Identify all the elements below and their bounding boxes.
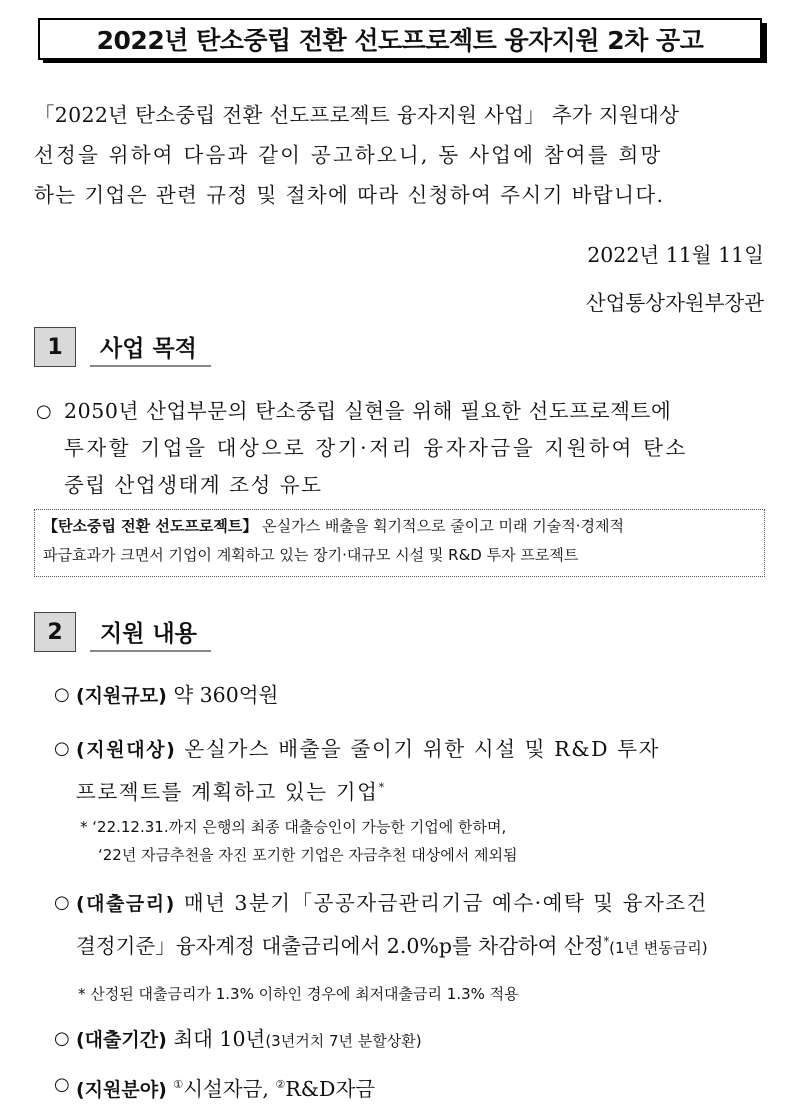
item-label: (지원규모) [76, 685, 167, 707]
item-paren: (3년거치 7년 분할상환) [265, 1032, 422, 1050]
definition-box [34, 509, 765, 577]
footnote-mark: * [603, 935, 610, 948]
item-text: 결정기준」융자계정 대출금리에서 2.0%p를 차감하여 산정 [76, 933, 604, 958]
section-title: 사업 목적 [90, 327, 211, 367]
bullet-circle: ○ [36, 401, 52, 422]
bullet-circle: ○ [54, 738, 70, 759]
item-label: (지원분야) [76, 1078, 167, 1101]
title-box [38, 18, 762, 60]
support-scale-item [54, 676, 766, 715]
intro-line: 선정을 위하여 다음과 같이 공고하오니, 동 사업에 참여를 희망 [34, 143, 663, 167]
section-number: 2 [34, 612, 76, 652]
definition-line: 파급효과가 크면서 기업이 계획하고 있는 장기·대규모 시설 및 R&D 투자 프로젝트 [43, 546, 579, 564]
support-field-item [54, 1066, 766, 1109]
item-text-block [54, 884, 766, 967]
footnote-mark: * [378, 781, 386, 794]
purpose-line: 투자할 기업을 대상으로 장기·저리 융자자금을 지원하여 탄소 [64, 436, 688, 460]
footnote-line: ‘22년 자금추천을 자진 포기한 기업은 자금추천 대상에서 제외됨 [98, 846, 518, 864]
section-1-header [34, 327, 211, 367]
bullet-circle: ○ [54, 892, 70, 913]
target-footnote [80, 813, 517, 869]
loan-rate-item [54, 884, 766, 967]
intro-line: 「2022년 탄소중립 전환 선도프로젝트 융자지원 사업」 추가 지원대상 [34, 103, 680, 127]
section-title: 지원 내용 [90, 612, 211, 652]
bullet-circle: ○ [54, 1028, 70, 1049]
item-label: (대출기간) [76, 1029, 167, 1051]
loan-period-item [54, 1020, 766, 1060]
item-text: 온실가스 배출을 줄이기 위한 시설 및 R&D 투자 [176, 737, 661, 761]
definition-line [43, 512, 756, 541]
support-target-item [54, 730, 766, 811]
item-paren: (1년 변동금리) [609, 938, 708, 957]
purpose-text [64, 393, 766, 504]
item-label: (대출금리) [76, 893, 176, 915]
item-text-block [54, 730, 766, 811]
item-text: 최대 10년 [166, 1027, 266, 1051]
purpose-line: 중립 산업생태계 조성 유도 [64, 473, 323, 497]
circled-number: ② [275, 1078, 286, 1091]
bullet-circle: ○ [54, 684, 70, 705]
rate-footnote: * 산정된 대출금리가 1.3% 이하인 경우에 최저대출금리 1.3% 적용 [78, 985, 519, 1003]
intro-line: 하는 기업은 관련 규정 및 절차에 따라 신청하여 주시기 바랍니다. [34, 183, 665, 207]
issuer: 산업통상자원부장관 [585, 291, 764, 315]
title-frame [38, 18, 766, 62]
intro-paragraph [34, 95, 769, 215]
page-title: 2022년 탄소중립 전환 선도프로젝트 융자지원 2차 공고 [96, 26, 704, 55]
item-label: (지원대상) [76, 739, 177, 761]
item-text: 프로젝트를 계획하고 있는 기업 [76, 779, 379, 804]
item-text: 매년 3분기「공공자금관리기금 예수·예탁 및 융자조건 [175, 891, 708, 915]
section-number: 1 [34, 327, 76, 367]
item-text: 시설자금, [183, 1076, 276, 1101]
bullet-circle: ○ [54, 1074, 70, 1095]
footnote-line: * ‘22.12.31.까지 은행의 최종 대출승인이 가능한 기업에 한하며, [80, 818, 507, 836]
circled-number: ① [173, 1078, 184, 1091]
definition-text: 온실가스 배출을 획기적으로 줄이고 미래 기술적·경제적 [257, 517, 624, 535]
purpose-bullet [36, 393, 766, 504]
purpose-line: 2050년 산업부문의 탄소중립 실현을 위해 필요한 선도프로젝트에 [64, 399, 672, 423]
section-2-header [34, 612, 211, 652]
item-text: R&D자금 [285, 1076, 376, 1101]
announcement-date: 2022년 11월 11일 [587, 243, 764, 267]
definition-label: 【탄소중립 전환 선도프로젝트】 [43, 517, 258, 535]
item-text: 약 360억원 [166, 683, 279, 707]
